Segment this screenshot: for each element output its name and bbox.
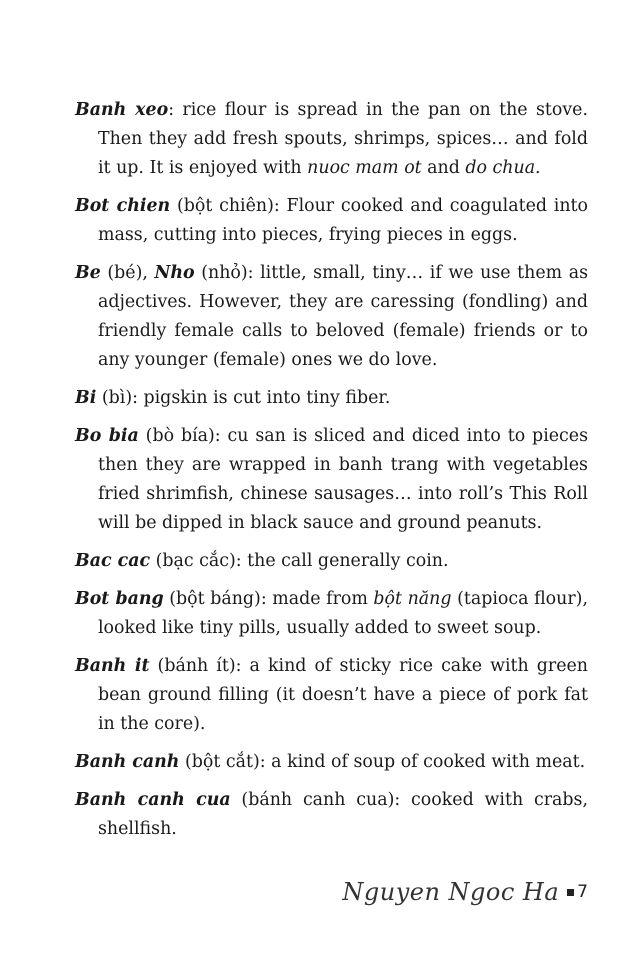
glossary-entries	[75, 96, 588, 844]
italic-phrase: bột năng	[373, 589, 452, 609]
definition-text: and	[421, 158, 466, 178]
glossary-entry	[75, 422, 588, 538]
definition-text: (bạc cắc): the call generally coin.	[150, 551, 449, 571]
glossary-term: Banh it	[75, 656, 150, 676]
definition-text: (bột chiên): Flour cooked and coagulated into mass, cutting into pieces, frying pieces in eggs.	[98, 196, 589, 245]
definition-text: (bột báng): made from	[163, 589, 374, 609]
definition-text: (bánh ít): a kind of sticky rice cake with green bean ground filling (it doesn’t have a piece of pork fat in the core).	[98, 656, 588, 734]
definition-text: : rice flour is spread in the pan on the stove. Then they add fresh spouts, shrimps, spices… and fold it up. It is enjoyed with	[98, 100, 588, 178]
glossary-entry	[75, 547, 588, 576]
definition-text: (bò bía): cu san is sliced and diced into to pieces then they are wrapped in banh trang with vegetables fried shrimfish, chinese sausages… into roll’s This Roll will be dipped in black sauce and ground peanuts.	[98, 426, 589, 533]
italic-phrase: nuoc mam ot	[307, 158, 422, 178]
page-footer	[342, 878, 588, 906]
definition-text: (tapioca flour), looked like tiny pills, usually added to sweet soup.	[98, 589, 588, 638]
definition-text: (bánh canh cua): cooked with crabs, shellfish.	[98, 790, 588, 839]
glossary-entry	[75, 585, 588, 643]
definition-text: (nhỏ): little, small, tiny… if we use them as adjectives. However, they are caressing (fondling) and friendly female calls to beloved (female) friends or to any younger (female) ones we do love.	[98, 263, 589, 370]
glossary-term: Bi	[75, 388, 97, 408]
footer-bullet	[567, 889, 574, 896]
glossary-term: Bo bia	[75, 426, 139, 446]
glossary-entry	[75, 192, 588, 250]
glossary-term: Bac cac	[75, 551, 151, 571]
glossary-entry	[75, 652, 588, 739]
glossary-entry	[75, 384, 588, 413]
glossary-term: Bot chien	[75, 196, 171, 216]
glossary-term: Banh xeo	[75, 100, 169, 120]
author-signature: Nguyen Ngoc Ha	[342, 878, 560, 906]
glossary-term: Banh canh	[75, 752, 180, 772]
glossary-entry	[75, 748, 588, 777]
glossary-term: Banh canh cua	[75, 790, 231, 810]
page-number: 7	[577, 882, 588, 902]
glossary-term: Nho	[154, 263, 195, 283]
definition-text: (bì): pigskin is cut into tiny fiber.	[96, 388, 391, 408]
glossary-term: Bot bang	[75, 589, 164, 609]
glossary-entry	[75, 96, 588, 183]
definition-text: (bột cắt): a kind of soup of cooked with meat.	[179, 752, 586, 772]
glossary-entry	[75, 259, 588, 375]
glossary-page	[75, 96, 588, 853]
italic-phrase: do chua.	[465, 158, 541, 178]
glossary-entry	[75, 786, 588, 844]
definition-text: (bé),	[100, 263, 155, 283]
glossary-term: Be	[75, 263, 101, 283]
